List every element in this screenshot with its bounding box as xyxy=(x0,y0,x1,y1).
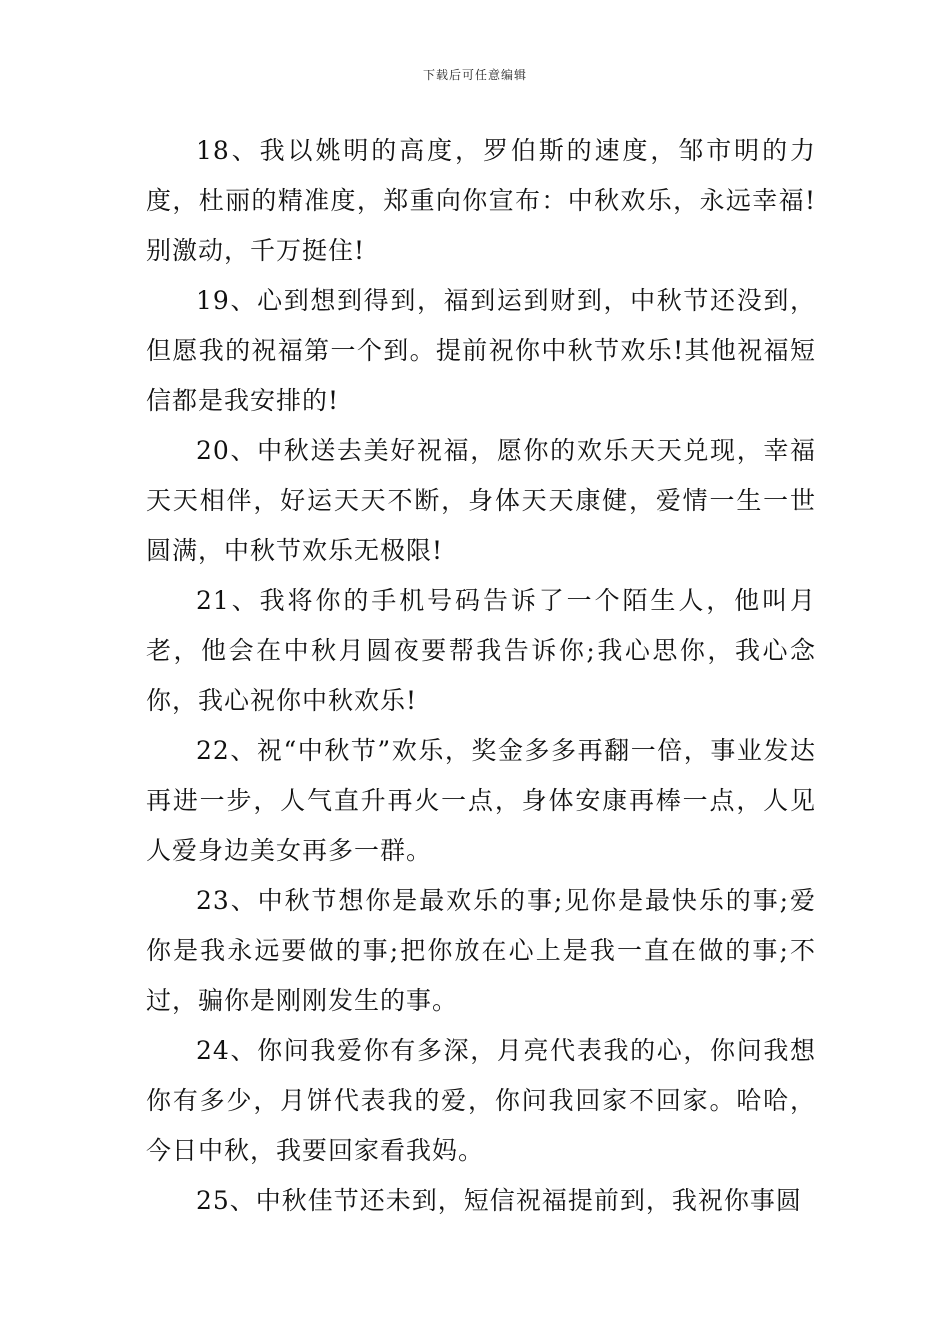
paragraph-21: 21、我将你的手机号码告诉了一个陌生人，他叫月老，他会在中秋月圆夜要帮我告诉你;我心思你，我心念你，我心祝你中秋欢乐! xyxy=(146,586,816,715)
document-body xyxy=(146,126,816,1226)
page-header: 下载后可任意编辑 xyxy=(422,68,527,82)
paragraph-24: 24、你问我爱你有多深，月亮代表我的心，你问我想你有多少，月饼代表我的爱，你问我回家不回家。哈哈，今日中秋，我要回家看我妈。 xyxy=(146,1036,816,1165)
paragraph-19: 19、心到想到得到，福到运到财到，中秋节还没到，但愿我的祝福第一个到。提前祝你中秋节欢乐!其他祝福短信都是我安排的! xyxy=(146,286,816,415)
paragraph-22: 22、祝“中秋节”欢乐，奖金多多再翻一倍，事业发达再进一步，人气直升再火一点，身体安康再棒一点，人见人爱身边美女再多一群。 xyxy=(146,736,816,865)
paragraph-18: 18、我以姚明的高度，罗伯斯的速度，邹市明的力度，杜丽的精准度，郑重向你宣布：中秋欢乐，永远幸福!别激动，千万挺住! xyxy=(146,136,816,265)
paragraph-20: 20、中秋送去美好祝福，愿你的欢乐天天兑现，幸福天天相伴，好运天天不断，身体天天康健，爱情一生一世圆满，中秋节欢乐无极限! xyxy=(146,436,816,565)
paragraph-25: 25、中秋佳节还未到，短信祝福提前到，我祝你事圆 xyxy=(196,1186,802,1215)
paragraph-23: 23、中秋节想你是最欢乐的事;见你是最快乐的事;爱你是我永远要做的事;把你放在心上是我一直在做的事;不过，骗你是刚刚发生的事。 xyxy=(146,886,816,1015)
